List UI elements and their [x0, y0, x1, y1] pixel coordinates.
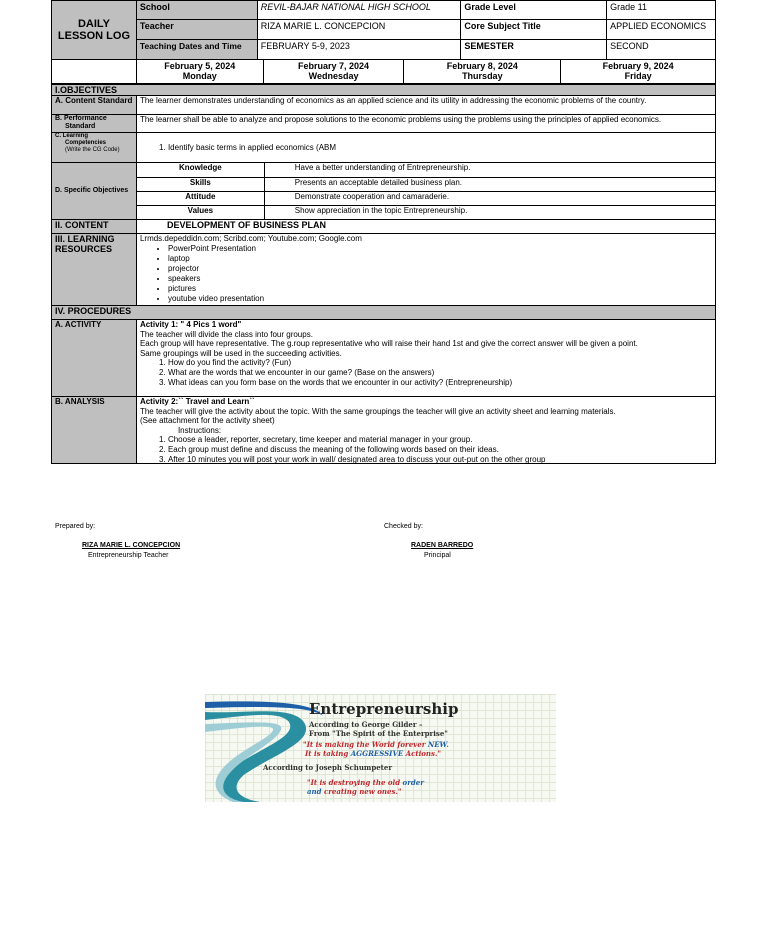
poster-line: According to George Gilder –	[309, 720, 423, 729]
objective-text: Presents an acceptable detailed business plan.	[264, 178, 715, 192]
prepared-by-label: Prepared by:	[55, 523, 96, 530]
poster-line: According to Joseph Schumpeter	[263, 763, 393, 772]
quote-text: order	[400, 778, 424, 787]
content-standard-label: A. Content Standard	[52, 96, 137, 115]
activity-title: Activity 1: " 4 Pics 1 word"	[139, 320, 242, 329]
quote-emphasis: AGGRESSIVE	[350, 749, 404, 758]
resources-heading-line: RESOURCES	[55, 244, 113, 254]
days-table	[51, 59, 716, 84]
analysis-line: (See attachment for the activity sheet)	[139, 416, 275, 425]
analysis-title: Activity 2:`` Travel and Learn``	[139, 397, 255, 406]
objective-domain: Attitude	[136, 192, 264, 206]
school-value: REVIL-BAJAR NATIONAL HIGH SCHOOL	[257, 1, 461, 20]
analysis-step: 3. After 10 minutes you will post your work in wall/ designated area to discuss your out-put on the other group	[168, 455, 712, 463]
resource-item: • laptop	[168, 254, 712, 264]
analysis-instructions: Instructions:	[177, 425, 222, 435]
poster-quote-line	[307, 787, 401, 796]
day-name: Wednesday	[308, 71, 359, 81]
analysis-step: 1. Choose a leader, reporter, secretary, time keeper and material manager in your group.	[168, 435, 712, 445]
dll-title-line2: LESSON LOG	[57, 30, 131, 42]
school-label: School	[136, 1, 257, 20]
objective-domain: Knowledge	[136, 163, 264, 178]
checked-by-name: RADEN BARREDO	[411, 542, 474, 549]
day-name: Monday	[182, 71, 217, 81]
day-column	[404, 60, 561, 84]
teacher-label: Teacher	[136, 20, 257, 40]
activity-cell	[136, 320, 715, 397]
resource-item: • projector	[168, 264, 712, 274]
specific-objectives-label: D. Specific Objectives	[52, 163, 137, 220]
semester-label: SEMESTER	[461, 40, 607, 60]
content-heading: II. CONTENT	[52, 220, 137, 234]
activity-question: 2. What are the words that we encounter in our game? (Base on the answers)	[168, 368, 712, 378]
objective-domain: Skills	[136, 178, 264, 192]
competencies-label-line: C. Learning	[55, 133, 89, 139]
objective-domain: Values	[136, 206, 264, 220]
analysis-line: The teacher will give the activity about the topic. With the same groupings the teacher will give an activity sheet and learning materials.	[139, 406, 616, 416]
day-name: Friday	[624, 71, 652, 81]
analysis-content	[140, 397, 712, 463]
poster-title: Entrepreneurship	[309, 700, 459, 718]
lesson-table	[51, 84, 716, 464]
analysis-cell	[136, 397, 715, 464]
signature-block	[0, 520, 768, 570]
objectives-heading: I.OBJECTIVES	[52, 85, 716, 96]
day-date: February 5, 2024	[164, 61, 236, 71]
performance-standard-text: The learner shall be able to analyze and propose solutions to the economic problems using the problems using the principles of applied economics.	[136, 115, 715, 133]
day-column	[263, 60, 404, 84]
competencies-label-line: (Write the CG Code)	[65, 147, 120, 153]
performance-standard-label	[52, 115, 137, 133]
competency-item: 1. Identify basic terms in applied economics (ABM	[168, 143, 712, 153]
prepared-by-role: Entrepreneurship Teacher	[88, 552, 169, 559]
quote-emphasis: destroying the old	[328, 778, 401, 787]
resource-item: • pictures	[168, 284, 712, 294]
checked-by-role: Principal	[424, 552, 451, 559]
activity-line: Each group will have representative. The g.roup representative who will raise their hand 1st and give the correct answer will be given a point.	[139, 339, 638, 348]
checked-by-label: Checked by:	[384, 523, 423, 530]
resource-item: • speakers	[168, 274, 712, 284]
poster-quote-line	[305, 749, 441, 758]
resources-heading-line: III. LEARNING	[55, 234, 115, 244]
resources-heading	[52, 234, 137, 306]
content-text: DEVELOPMENT OF BUSINESS PLAN	[136, 220, 715, 234]
learning-competencies-cell	[136, 133, 715, 163]
prepared-by-name: RIZA MARIE L. CONCEPCION	[82, 542, 181, 549]
day-column	[561, 60, 716, 84]
quote-text: "It is	[307, 778, 329, 787]
analysis-label: B. ANALYSIS	[52, 397, 137, 464]
day-date: February 8, 2024	[446, 61, 518, 71]
day-date: February 7, 2024	[298, 61, 370, 71]
teacher-value: RIZA MARIE L. CONCEPCION	[257, 20, 461, 40]
quote-emphasis: NEW.	[427, 740, 449, 749]
learning-competencies-label	[52, 133, 137, 163]
semester-value: SECOND	[607, 40, 716, 60]
quote-text: It is taking	[305, 749, 351, 758]
objective-text: Show appreciation in the topic Entrepreneurship.	[264, 206, 715, 220]
performance-label-line: Standard	[65, 123, 96, 130]
grade-label: Grade Level	[461, 1, 607, 20]
dll-title-cell	[52, 1, 137, 60]
dates-value: FEBRUARY 5-9, 2023	[257, 40, 461, 60]
competencies-label-line: Competencies	[65, 140, 107, 146]
performance-label-line: B. Performance	[55, 115, 107, 122]
dates-label: Teaching Dates and Time	[136, 40, 257, 60]
resources-cell	[136, 234, 715, 306]
dll-title-line1: DAILY	[77, 18, 110, 30]
activity-label: A. ACTIVITY	[52, 320, 137, 397]
activity-line: Same groupings will be used in the succeeding activities.	[139, 348, 342, 358]
day-date: February 9, 2024	[602, 61, 674, 71]
quote-text: "It is making the World forever	[303, 740, 428, 749]
header-table	[51, 0, 716, 60]
activity-line: The teacher will divide the class into four groups.	[139, 329, 313, 339]
resources-sources: Lrmds.depeddidn.com; Scribd.com; Youtube.com; Google.com	[139, 234, 362, 243]
resource-item: • PowerPoint Presentation	[168, 244, 712, 254]
day-name: Thursday	[462, 71, 503, 81]
poster-line: From "The Spirit of the Enterprise"	[309, 729, 448, 738]
procedures-heading: IV. PROCEDURES	[52, 306, 716, 320]
analysis-step: 2. Each group must define and discuss the meaning of the following words based on their ideas.	[168, 445, 712, 455]
poster-quote-line	[307, 778, 424, 787]
activity-question: 3. What ideas can you form base on the words that we encounter in our activity? (Entrepreneurship)	[168, 378, 712, 388]
objective-text: Demonstrate cooperation and camaraderie.	[264, 192, 715, 206]
content-standard-text: The learner demonstrates understanding of economics as an applied science and its utility in addressing the economic problems of the country.	[136, 96, 715, 115]
quote-emphasis: creating new ones."	[323, 787, 402, 796]
poster-quote-line	[303, 740, 449, 749]
entrepreneurship-poster	[205, 694, 556, 802]
objective-text: Have a better understanding of Entrepreneurship.	[264, 163, 715, 178]
days-blank-cell	[52, 60, 137, 84]
resource-item: • youtube video presentation	[168, 294, 712, 304]
quote-text: Actions."	[403, 749, 442, 758]
subject-label: Core Subject Title	[461, 20, 607, 40]
grade-value: Grade 11	[607, 1, 716, 20]
quote-text: and	[307, 787, 324, 796]
activity-question: 1. How do you find the activity? (Fun)	[168, 358, 712, 368]
subject-value: APPLIED ECONOMICS	[607, 20, 716, 40]
day-column	[136, 60, 263, 84]
